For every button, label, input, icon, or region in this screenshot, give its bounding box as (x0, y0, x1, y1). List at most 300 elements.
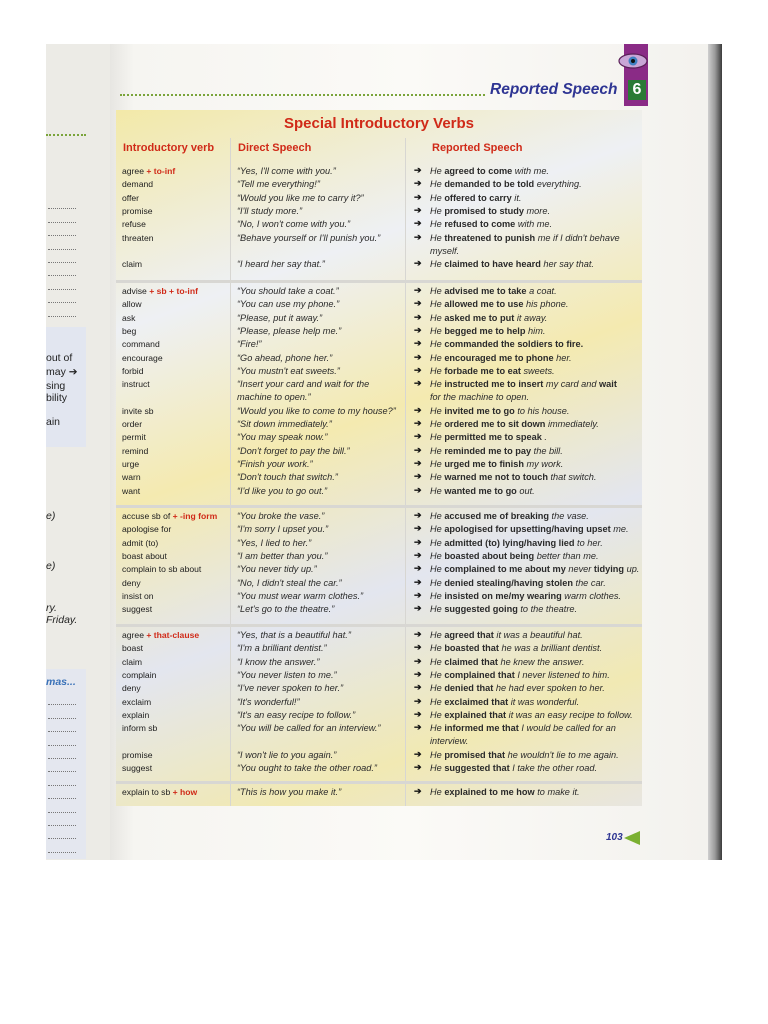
reported-segment: He (430, 192, 445, 203)
reported-segment: everything. (534, 179, 582, 190)
reported-segment: boasted about being (444, 550, 535, 561)
arrow-icon: ➔ (414, 642, 422, 653)
direct-speech: “You mustn't eat sweets.” (237, 365, 340, 376)
column-divider (405, 138, 406, 806)
reported-segment: urged me to finish (444, 458, 524, 469)
reported-speech (430, 379, 617, 389)
direct-speech: “I heard her say that.” (237, 259, 325, 270)
reported-speech (430, 750, 619, 760)
reported-segment: the car. (572, 577, 606, 588)
reported-segment: complained that (444, 669, 515, 680)
arrow-icon: ➔ (414, 722, 422, 733)
reported-speech (430, 299, 568, 309)
introductory-verb (122, 787, 197, 797)
reported-segment: denied that (444, 683, 494, 694)
reported-segment: He (430, 787, 445, 797)
introductory-verb: command (122, 339, 160, 350)
introductory-verb: deny (122, 683, 141, 694)
reported-segment: He (430, 511, 445, 521)
reported-segment: forbade me to eat (444, 365, 521, 376)
arrow-icon: ➔ (414, 576, 422, 587)
chapter-number: 6 (628, 80, 646, 100)
reported-segment: encouraged me to phone (444, 352, 554, 363)
reported-speech (430, 432, 547, 442)
introductory-verb: encourage (122, 352, 163, 363)
direct-speech: “I'll study more.” (237, 205, 303, 216)
group-divider (116, 781, 642, 784)
reported-segment: He (430, 365, 445, 376)
reported-segment: denied stealing/having stolen (444, 577, 573, 588)
eye-icon (616, 52, 650, 70)
arrow-icon: ➔ (414, 404, 422, 415)
reported-segment: promised that (444, 749, 506, 760)
reported-segment: He (430, 723, 445, 734)
dotted-line (48, 276, 76, 289)
introductory-verb: forbid (122, 365, 144, 376)
arrow-icon: ➔ (414, 298, 422, 309)
reported-segment: to the theatre. (517, 604, 578, 615)
arrow-icon: ➔ (414, 471, 422, 482)
verb-label: agree (122, 630, 147, 640)
reported-segment: warm clothes. (561, 590, 621, 601)
verb-label: advise (122, 286, 150, 296)
reported-segment: He (430, 232, 445, 243)
direct-speech: “I'd like you to go out.” (237, 485, 328, 496)
reported-segment: He (430, 219, 445, 230)
dotted-line (48, 196, 76, 209)
direct-speech: “Don't touch that switch.” (237, 472, 338, 483)
reported-segment: it was an easy recipe to follow. (506, 709, 633, 720)
reported-speech (430, 313, 547, 323)
dotted-line (48, 839, 76, 852)
direct-speech: “Please, please help me.” (237, 325, 342, 336)
reported-segment: He (430, 669, 445, 680)
reported-speech (430, 697, 579, 707)
direct-speech: “I am better than you.” (237, 550, 328, 561)
reported-segment: promised to study (444, 205, 524, 216)
reported-speech (430, 630, 583, 640)
arrow-icon: ➔ (414, 484, 422, 495)
reported-speech (430, 564, 639, 574)
arrow-icon: ➔ (414, 762, 422, 772)
introductory-verb: suggest (122, 604, 153, 615)
reported-segment: He (430, 537, 445, 548)
introductory-verb: claim (122, 259, 143, 270)
dotted-line (48, 250, 76, 263)
reported-speech (430, 193, 521, 203)
introductory-verb: instruct (122, 379, 150, 390)
group-divider (116, 280, 642, 283)
introductory-verb: claim (122, 656, 143, 667)
reported-segment: He (430, 166, 445, 176)
reported-speech (430, 538, 603, 548)
reported-segment: begged me to help (444, 325, 526, 336)
reported-segment: He (430, 472, 445, 483)
reported-segment: ordered me to sit down (444, 419, 546, 429)
reported-segment: it was wonderful. (508, 696, 580, 707)
left-page-fragment: e) (46, 510, 56, 522)
direct-speech: “You should take a coat.” (237, 286, 339, 296)
reported-speech (430, 511, 589, 521)
reported-speech (430, 683, 605, 693)
introductory-verb: suggest (122, 763, 153, 773)
arrow-icon: ➔ (414, 285, 422, 295)
direct-speech: “You can use my phone.” (237, 299, 340, 310)
arrow-icon: ➔ (414, 165, 422, 175)
arrow-icon: ➔ (414, 204, 422, 215)
dotted-line (48, 813, 76, 826)
introductory-verb: invite sb (122, 405, 154, 416)
reported-segment: claimed that (444, 656, 498, 667)
reported-segment: He (430, 709, 445, 720)
left-page-fragment: ain (46, 416, 61, 428)
page-edge (708, 44, 722, 860)
direct-speech: “It's wonderful!” (237, 696, 300, 707)
reported-segment: asked me to put (444, 312, 515, 323)
dotted-line (48, 705, 76, 718)
reported-speech (430, 166, 549, 176)
arrow-icon: ➔ (414, 510, 422, 520)
introductory-verb: ask (122, 312, 136, 323)
reported-segment: with me. (515, 219, 553, 230)
reported-speech-continuation: for the machine to open. (430, 392, 530, 403)
reported-segment: He (430, 419, 445, 429)
verb-pattern: + sb + to-inf (149, 286, 198, 296)
reported-segment: agreed that (444, 630, 494, 640)
direct-speech: “Insert your card and wait for the (237, 379, 370, 390)
direct-speech: “Fire!” (237, 339, 262, 350)
reported-segment: allowed me to use (444, 299, 524, 310)
table-title: Special Introductory Verbs (283, 115, 475, 132)
direct-speech: “I'm sorry I upset you.” (237, 524, 329, 535)
introductory-verb: apologise for (122, 524, 172, 535)
introductory-verb: complain (122, 669, 157, 680)
arrow-icon: ➔ (414, 589, 422, 600)
introductory-verb (122, 511, 217, 521)
col-header-direct-speech: Direct Speech (238, 142, 312, 154)
reported-segment: claimed to have heard (444, 259, 541, 270)
reported-speech (430, 670, 610, 680)
direct-speech: “Let's go to the theatre.” (237, 604, 335, 615)
reported-segment: him. (525, 325, 546, 336)
arrow-icon: ➔ (414, 786, 422, 796)
header-dotted-rule (120, 94, 485, 96)
direct-speech: “You must wear warm clothes.” (237, 590, 364, 601)
reported-segment: He (430, 550, 445, 561)
reported-segment: He (430, 630, 445, 640)
introductory-verb: insist on (122, 590, 154, 601)
reported-speech (430, 419, 599, 429)
reported-segment: me. (610, 524, 629, 535)
reported-segment: her say that. (540, 259, 594, 270)
reported-speech (430, 643, 602, 653)
left-page-dotted-lines (46, 692, 76, 860)
reported-segment: he knew the answer. (497, 656, 585, 667)
reported-segment: exclaimed that (444, 696, 509, 707)
dotted-line (48, 853, 76, 860)
arrow-icon: ➔ (414, 457, 422, 468)
direct-speech: “Would you like me to carry it?” (237, 192, 364, 203)
introductory-verb: demand (122, 179, 154, 190)
reported-segment: He (430, 179, 445, 190)
reported-segment: demanded to be told (444, 179, 535, 190)
reported-segment: He (430, 485, 445, 496)
left-page-dotted-lines (46, 196, 76, 317)
reported-segment: never (565, 564, 594, 575)
arrow-icon: ➔ (414, 231, 422, 242)
reported-segment: explained that (444, 709, 507, 720)
arrow-icon: ➔ (414, 178, 422, 189)
reported-speech (430, 723, 616, 733)
reported-speech (430, 763, 597, 773)
reported-segment: my card and (543, 379, 600, 390)
reported-segment: he wouldn't lie to me again. (505, 749, 619, 760)
dotted-line (48, 223, 76, 236)
dotted-line (48, 303, 76, 316)
direct-speech: “You never tidy up.” (237, 564, 317, 575)
group-divider (116, 624, 642, 627)
arrow-icon: ➔ (414, 549, 422, 560)
reported-segment: to his house. (514, 405, 570, 416)
reported-segment: to her. (574, 537, 603, 548)
group-divider (116, 505, 642, 508)
reported-segment: boasted that (444, 643, 499, 654)
reported-segment: to make it. (534, 787, 580, 797)
introductory-verb: admit (to) (122, 537, 159, 548)
reported-segment: permitted me to speak (444, 432, 542, 443)
arrow-icon: ➔ (414, 695, 422, 706)
direct-speech: “You will be called for an interview.” (237, 723, 381, 734)
arrow-icon: ➔ (414, 748, 422, 759)
dotted-line (48, 826, 76, 839)
dotted-line (48, 290, 76, 303)
reported-segment: He (430, 524, 445, 535)
arrow-icon: ➔ (414, 563, 422, 574)
reported-segment: better than me. (534, 550, 599, 561)
introductory-verb: explain (122, 709, 150, 720)
reported-segment: He (430, 205, 445, 216)
introductory-verb: deny (122, 577, 141, 588)
reported-speech (430, 339, 583, 349)
reported-segment: He (430, 656, 445, 667)
arrow-icon: ➔ (414, 603, 422, 614)
reported-segment: threatened to punish (444, 232, 536, 243)
page-number-arrow-icon (624, 831, 640, 845)
reported-speech (430, 604, 577, 614)
introductory-verb: boast (122, 643, 144, 654)
reported-segment: commanded the soldiers to fire. (444, 339, 584, 350)
reported-speech (430, 486, 535, 496)
left-page-fragment: out of (46, 352, 73, 364)
reported-segment: admitted (to) lying/having lied (444, 537, 575, 548)
reported-speech (430, 787, 580, 797)
left-page-fragment: Friday. (46, 614, 78, 626)
reported-segment: He (430, 299, 445, 310)
dotted-line (48, 799, 76, 812)
reported-segment: her. (553, 352, 572, 363)
verb-label: accuse sb of (122, 511, 173, 521)
introductory-verb: boast about (122, 550, 167, 561)
left-page-fragment: ry. (46, 602, 57, 614)
reported-segment: it. (511, 192, 522, 203)
arrow-icon: ➔ (414, 444, 422, 455)
dotted-line (48, 759, 76, 772)
verb-pattern: + to-inf (146, 166, 176, 176)
reported-segment: tidying (593, 564, 625, 575)
reported-segment: with me. (512, 166, 549, 176)
reported-segment: invited me to go (444, 405, 515, 416)
reported-segment: agreed to come (444, 166, 513, 176)
direct-speech: “Would you like to come to my house?” (237, 405, 396, 416)
reported-speech (430, 326, 545, 336)
direct-speech-continuation: machine to open.” (237, 392, 311, 403)
reported-segment: He (430, 259, 445, 270)
col-header-reported-speech: Reported Speech (432, 142, 523, 154)
reported-speech (430, 366, 555, 376)
introductory-verb: warn (122, 472, 141, 483)
verb-pattern: + that-clause (146, 630, 200, 640)
reported-speech (430, 233, 620, 243)
reported-segment: warned me not to touch (444, 472, 548, 483)
reported-speech (430, 446, 563, 456)
reported-segment: I never listened to him. (514, 669, 610, 680)
direct-speech: “You may speak now.” (237, 432, 328, 443)
reported-segment: reminded me to pay (444, 445, 532, 456)
reported-segment: wait (599, 379, 617, 390)
reported-segment: out. (516, 485, 535, 496)
direct-speech: “Tell me everything!” (237, 179, 320, 190)
direct-speech: “No, I won't come with you.” (237, 219, 351, 230)
reported-speech (430, 259, 594, 269)
reported-segment: He (430, 379, 445, 390)
direct-speech: “Go ahead, phone her.” (237, 352, 333, 363)
introductory-verb: remind (122, 445, 149, 456)
reported-segment: He (430, 577, 445, 588)
introductory-verb: urge (122, 458, 140, 469)
arrow-icon: ➔ (414, 324, 422, 335)
reported-segment: the bill. (531, 445, 563, 456)
dotted-line (48, 746, 76, 759)
reported-segment: informed me that (444, 723, 519, 734)
introductory-verb: want (122, 485, 141, 496)
reported-speech (430, 472, 596, 482)
left-page-dotted-rule (46, 134, 86, 136)
reported-speech-continuation: interview. (430, 736, 469, 747)
reported-segment: refused to come (444, 219, 516, 230)
reported-speech (430, 591, 621, 601)
arrow-icon: ➔ (414, 708, 422, 719)
reported-speech (430, 179, 582, 189)
introductory-verb: promise (122, 205, 153, 216)
arrow-icon: ➔ (414, 258, 422, 269)
direct-speech: “I won't lie to you again.” (237, 749, 337, 760)
header-title: Reported Speech (490, 81, 618, 98)
reported-segment: he had ever spoken to her. (493, 683, 605, 694)
direct-speech: “You broke the vase.” (237, 511, 325, 521)
reported-segment: He (430, 683, 445, 694)
reported-segment: He (430, 590, 445, 601)
introductory-verb: complain to sb about (122, 564, 202, 575)
arrow-icon: ➔ (414, 523, 422, 534)
introductory-verb (122, 286, 198, 296)
direct-speech: “You ought to take the other road.” (237, 763, 377, 773)
direct-speech: “Finish your work.” (237, 458, 313, 469)
arrow-icon: ➔ (414, 431, 422, 442)
reported-segment: He (430, 405, 445, 416)
reported-segment: he was a brilliant dentist. (498, 643, 603, 654)
reported-segment: insisted on me/my wearing (444, 590, 562, 601)
reported-segment: apologised for upsetting/having upset (444, 524, 611, 535)
arrow-icon: ➔ (414, 311, 422, 322)
reported-speech (430, 406, 569, 416)
reported-segment: the vase. (549, 511, 589, 521)
reported-segment: He (430, 352, 445, 363)
reported-segment: wanted me to go (444, 485, 517, 496)
direct-speech: “Don't forget to pay the bill.” (237, 445, 350, 456)
arrow-icon: ➔ (414, 378, 422, 389)
arrow-icon: ➔ (414, 418, 422, 428)
introductory-verb: beg (122, 325, 137, 336)
direct-speech: “I've never spoken to her.” (237, 683, 344, 694)
dotted-line (48, 772, 76, 785)
reported-segment: He (430, 339, 445, 350)
reported-segment: He (430, 564, 445, 575)
direct-speech: “I know the answer.” (237, 656, 320, 667)
dotted-line (48, 719, 76, 732)
arrow-icon: ➔ (414, 668, 422, 679)
introductory-verb: allow (122, 299, 142, 310)
reported-speech (430, 578, 606, 588)
reported-segment: suggested that (444, 763, 510, 773)
reported-speech (430, 353, 572, 363)
reported-segment: He (430, 312, 445, 323)
reported-segment: He (430, 604, 445, 615)
left-page-fragment: mas... (46, 676, 76, 688)
verb-label: agree (122, 166, 147, 176)
reported-segment: my work. (523, 458, 564, 469)
arrow-icon: ➔ (414, 655, 422, 666)
reported-segment: He (430, 749, 445, 760)
reported-segment: his phone. (523, 299, 569, 310)
verb-label: explain to sb (122, 787, 173, 797)
direct-speech: “It's an easy recipe to follow.” (237, 709, 356, 720)
reported-segment: He (430, 763, 445, 773)
reported-speech (430, 551, 599, 561)
dotted-line (48, 786, 76, 799)
reported-segment: I would be called for an (518, 723, 616, 734)
dotted-line (48, 692, 76, 705)
left-page-fragment: sing (46, 380, 66, 392)
reported-segment: it away. (514, 312, 548, 323)
dotted-line (48, 263, 76, 276)
introductory-verb: threaten (122, 232, 154, 243)
page-number: 103 (606, 832, 623, 843)
reported-segment: me if I didn't behave (535, 232, 620, 243)
reported-segment: a coat. (526, 286, 557, 296)
left-page-fragment: bility (46, 392, 68, 404)
reported-segment: He (430, 445, 445, 456)
reported-speech (430, 459, 563, 469)
reported-segment: accused me of breaking (444, 511, 549, 521)
reported-segment: instructed me to insert (444, 379, 544, 390)
arrow-icon: ➔ (414, 351, 422, 362)
arrow-icon: ➔ (414, 682, 422, 693)
direct-speech: “You never listen to me.” (237, 669, 337, 680)
reported-speech (430, 219, 552, 229)
reported-speech-continuation: myself. (430, 245, 460, 256)
reported-segment: He (430, 696, 445, 707)
introductory-verb (122, 166, 175, 176)
